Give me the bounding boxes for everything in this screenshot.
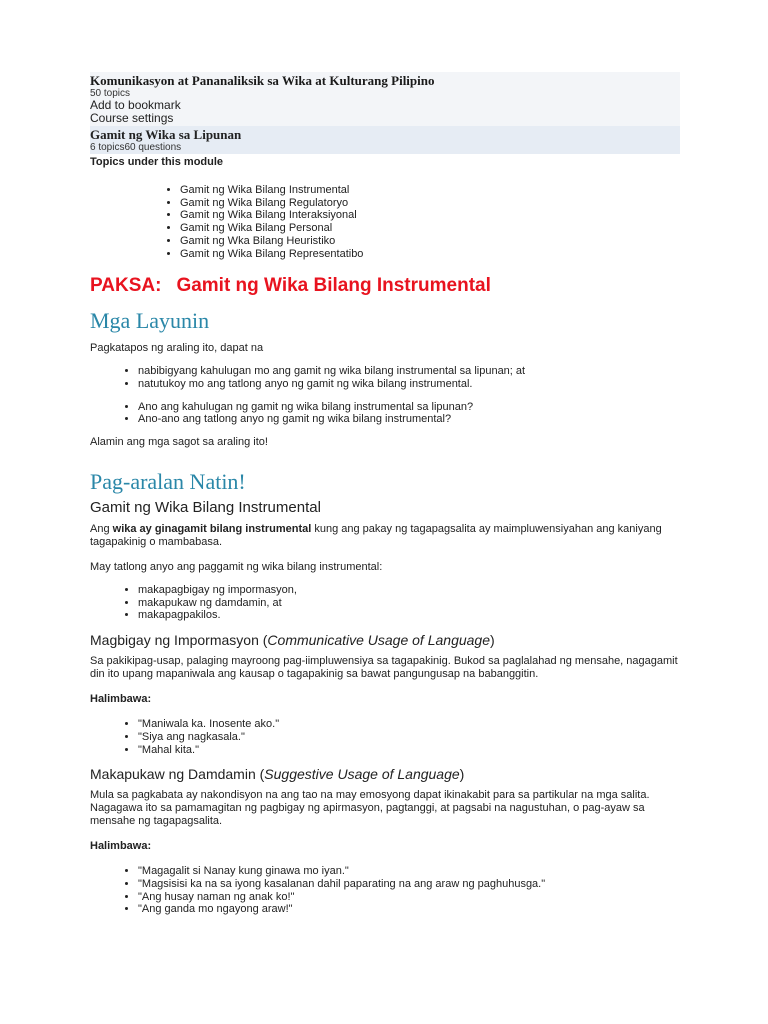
example-item: • "Siya ang nagkasala." xyxy=(138,731,680,744)
makapukaw-heading-text: Makapukaw ng Damdamin ( xyxy=(90,766,265,783)
magbigay-heading xyxy=(90,632,680,649)
pagaralan-heading: Pag-aralan Natin! xyxy=(90,469,246,495)
magbigay-halimbawa-label: Halimbawa: xyxy=(90,693,152,706)
objective-item: • nabibigyang kahulugan mo ang gamit ng wika bilang instrumental sa lipunan; at xyxy=(138,365,680,378)
question-item: • Ano-ano ang tatlong anyo ng gamit ng wika bilang instrumental? xyxy=(138,413,680,426)
makapukaw-heading-italic: Suggestive Usage of Language xyxy=(264,766,460,783)
question-item: • Ano ang kahulugan ng gamit ng wika bilang instrumental sa lipunan? xyxy=(138,401,680,414)
course-title[interactable]: Komunikasyon at Pananaliksik sa Wika at Kulturang Pilipino xyxy=(90,73,435,88)
page-content xyxy=(90,72,680,916)
example-item: • "Ang ganda mo ngayong araw!" xyxy=(138,903,680,916)
magbigay-heading-italic: Communicative Usage of Language xyxy=(267,632,490,649)
definition-paragraph xyxy=(90,523,680,549)
magbigay-examples xyxy=(90,718,680,756)
example-item: • "Ang husay naman ng anak ko!" xyxy=(138,891,680,904)
topic-item[interactable]: • Gamit ng Wika Bilang Instrumental xyxy=(180,184,680,197)
paksa-label: PAKSA: xyxy=(90,275,162,297)
module-header xyxy=(90,126,680,154)
makapukaw-halimbawa-label: Halimbawa: xyxy=(90,840,152,853)
course-topics-count: 50 topics xyxy=(90,88,131,99)
definition-start: Ang xyxy=(90,523,110,536)
layunin-closing: Alamin ang mga sagot sa araling ito! xyxy=(90,436,268,449)
pagaralan-subheading: Gamit ng Wika Bilang Instrumental xyxy=(90,499,321,517)
course-header xyxy=(90,72,680,126)
topic-item[interactable]: • Gamit ng Wika Bilang Regulatoryo xyxy=(180,197,680,210)
course-settings-link[interactable]: Course settings xyxy=(90,111,174,125)
objectives-list xyxy=(90,365,680,390)
anyo-list xyxy=(90,584,680,622)
anyo-item: • makapukaw ng damdamin, at xyxy=(138,597,680,610)
example-item: • "Maniwala ka. Inosente ako." xyxy=(138,718,680,731)
module-topic-list xyxy=(90,184,680,260)
layunin-heading: Mga Layunin xyxy=(90,308,210,334)
magbigay-body: Sa pakikipag-usap, palaging mayroong pag-iimpluwensiya sa tagapakinig. Bukod sa paglalahad ng mensahe, nagagamit din ito upang mapaniwala ang kausap o tagapakinig sa bawat pangungusap na babanggitin. xyxy=(90,655,678,681)
makapukaw-examples xyxy=(90,865,680,916)
objective-item: • natutukoy mo ang tatlong anyo ng gamit ng wika bilang instrumental. xyxy=(138,378,680,391)
example-item: • "Mahal kita." xyxy=(138,744,680,757)
module-title[interactable]: Gamit ng Wika sa Lipunan xyxy=(90,127,242,142)
example-item: • "Magsisisi ka na sa iyong kasalanan dahil paparating na ang araw ng paghuhusga." xyxy=(138,878,680,891)
makapukaw-heading-close: ) xyxy=(459,766,465,783)
topic-item[interactable]: • Gamit ng Wika Bilang Interaksiyonal xyxy=(180,209,680,222)
makapukaw-heading xyxy=(90,766,680,783)
topic-item[interactable]: • Gamit ng Wika Bilang Representatibo xyxy=(180,248,680,261)
anyo-intro: May tatlong anyo ang paggamit ng wika bilang instrumental: xyxy=(90,561,383,574)
definition-bold: wika ay ginagamit bilang instrumental xyxy=(112,523,312,536)
makapukaw-body: Mula sa pagkabata ay nakondisyon na ang tao na may emosyong dapat ikinakabit para sa partikular na mga salita. Nagagawa ito sa pamamagitan ng pagbigay ng apirmasyon, pagtanggi, at pagsabi na nagustuhan, o pag-ayaw sa mensahe ng tagapagsalita. xyxy=(90,789,650,828)
anyo-item: • makapagbigay ng impormasyon, xyxy=(138,584,680,597)
magbigay-heading-close: ) xyxy=(490,632,495,649)
anyo-item: • makapagpakilos. xyxy=(138,609,680,622)
definition-end: kung ang pakay ng tagapagsalita ay maimpluwensiyahan ang kaniyang tagapakinig o mambabasa. xyxy=(90,523,662,549)
add-bookmark-link[interactable]: Add to bookmark xyxy=(90,98,181,112)
magbigay-heading-text: Magbigay ng Impormasyon ( xyxy=(90,632,268,649)
topics-heading: Topics under this module xyxy=(90,156,224,168)
module-meta: 6 topics60 questions xyxy=(90,142,182,153)
paksa-title: Gamit ng Wika Bilang Instrumental xyxy=(176,275,491,297)
example-item: • "Magagalit si Nanay kung ginawa mo iyan." xyxy=(138,865,680,878)
topic-item[interactable]: • Gamit ng Wika Bilang Personal xyxy=(180,222,680,235)
layunin-intro: Pagkatapos ng araling ito, dapat na xyxy=(90,342,264,355)
topic-item[interactable]: • Gamit ng Wka Bilang Heuristiko xyxy=(180,235,680,248)
paksa-heading xyxy=(90,275,680,297)
questions-list xyxy=(90,401,680,426)
